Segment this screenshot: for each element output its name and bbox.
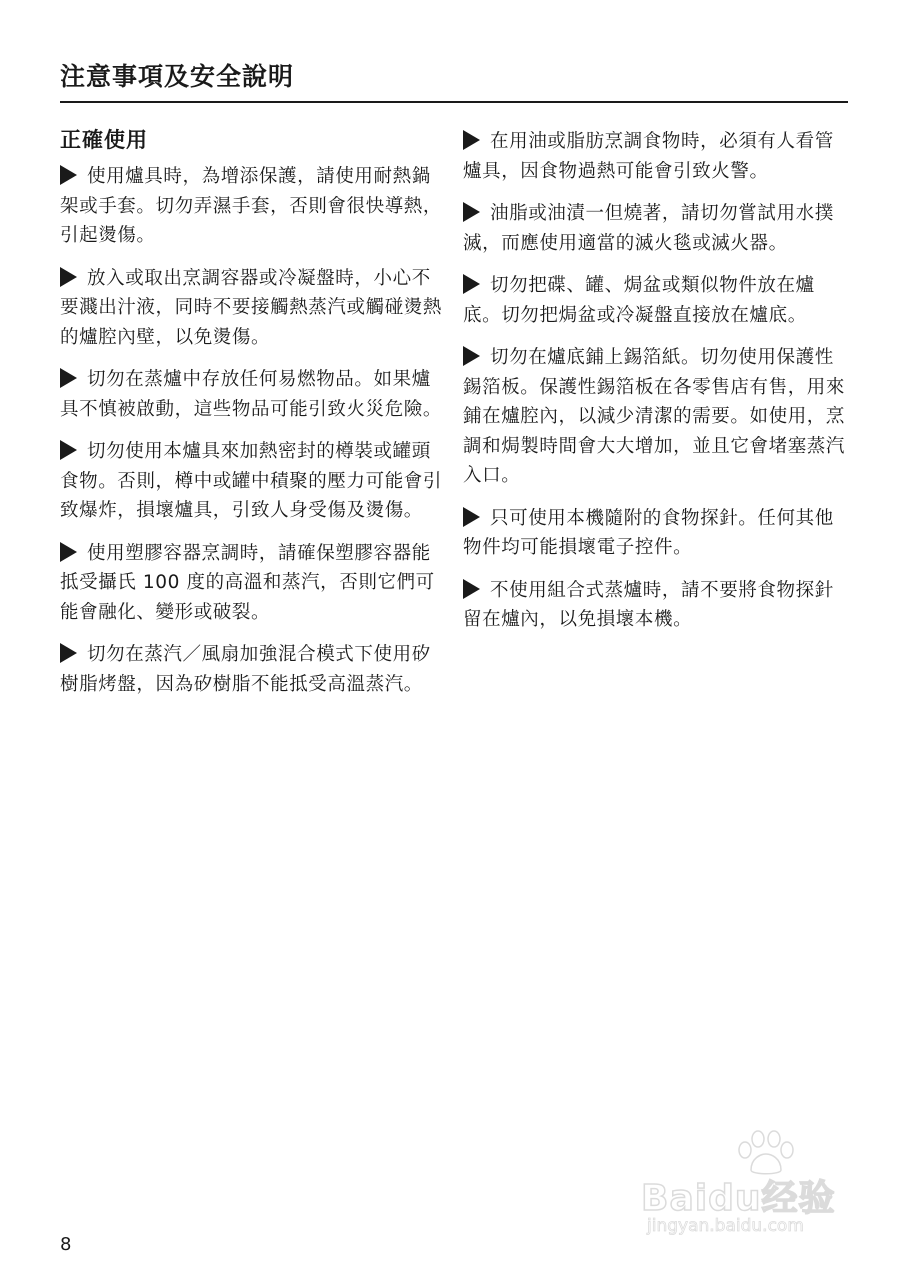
section-heading: 正確使用 (60, 128, 148, 152)
page-number: 8 (60, 1234, 72, 1255)
list-item-text: 在用油或脂肪烹調食物時，必須有人看管爐具，因食物過熱可能會引致火警。 (463, 131, 834, 182)
watermark (641, 1130, 851, 1240)
list-item (60, 264, 444, 353)
list-item (60, 365, 444, 424)
list-item-text: 使用塑膠容器烹調時，請確保塑膠容器能抵受攝氏 100 度的高溫和蒸汽，否則它們可能會融化、變形或破裂。 (60, 542, 435, 623)
triangle-right-icon (60, 267, 77, 287)
list-item (463, 504, 847, 563)
list-item (60, 539, 444, 628)
triangle-right-icon (60, 643, 77, 663)
triangle-right-icon (463, 202, 480, 222)
list-item-text: 只可使用本機隨附的食物探針。任何其他物件均可能損壞電子控件。 (463, 507, 834, 558)
title-divider (60, 101, 848, 103)
triangle-right-icon (60, 368, 77, 388)
list-item-text: 放入或取出烹調容器或冷凝盤時，小心不要濺出汁液，同時不要接觸熱蒸汽或觸碰燙熱的爐腔內壁，以免燙傷。 (60, 267, 443, 348)
triangle-right-icon (463, 507, 480, 527)
watermark-logo: Baidu经验 (641, 1178, 836, 1219)
list-item (463, 127, 847, 186)
list-item (463, 199, 847, 258)
list-item-text: 切勿在爐底鋪上錫箔紙。切勿使用保護性錫箔板。保護性錫箔板在各零售店有售，用來鋪在爐腔內，以減少清潔的需要。如使用，烹調和焗製時間會大大增加，並且它會堵塞蒸汽入口。 (463, 347, 846, 486)
list-item-text: 使用爐具時，為增添保護，請使用耐熱鍋架或手套。切勿弄濕手套，否則會很快導熱，引起燙傷。 (60, 166, 443, 246)
triangle-right-icon (463, 274, 480, 294)
list-item-text: 油脂或油漬一但燒著，請切勿嘗試用水撲滅，而應使用適當的滅火毯或滅火器。 (463, 203, 834, 254)
list-item-text: 切勿把碟、罐、焗盆或類似物件放在爐底。切勿把焗盆或冷凝盤直接放在爐底。 (463, 275, 815, 326)
list-item-text: 切勿在蒸汽／風扇加強混合模式下使用矽樹脂烤盤，因為矽樹脂不能抵受高溫蒸汽。 (60, 644, 431, 695)
triangle-right-icon (463, 346, 480, 366)
list-item (463, 271, 847, 330)
left-column (60, 124, 444, 712)
triangle-right-icon (463, 579, 480, 599)
list-item-text: 切勿在蒸爐中存放任何易燃物品。如果爐具不慎被啟動，這些物品可能引致火災危險。 (60, 369, 443, 420)
triangle-right-icon (60, 542, 77, 562)
triangle-right-icon (60, 440, 77, 460)
list-item (60, 437, 444, 526)
list-item (60, 162, 444, 251)
watermark-url: jingyan.baidu.com (647, 1216, 804, 1236)
right-column (463, 127, 847, 648)
list-item (60, 640, 444, 699)
list-item (463, 343, 847, 491)
paw-icon (731, 1130, 801, 1175)
list-item-text: 不使用組合式蒸爐時，請不要將食物探針留在爐內，以免損壞本機。 (463, 579, 834, 630)
list-item-text: 切勿使用本爐具來加熱密封的樽裝或罐頭食物。否則，樽中或罐中積聚的壓力可能會引致爆炸，損壞爐具，引致人身受傷及燙傷。 (60, 441, 443, 521)
list-item (463, 576, 847, 635)
page-title: 注意事項及安全說明 (60, 62, 295, 91)
triangle-right-icon (463, 130, 480, 150)
triangle-right-icon (60, 165, 77, 185)
